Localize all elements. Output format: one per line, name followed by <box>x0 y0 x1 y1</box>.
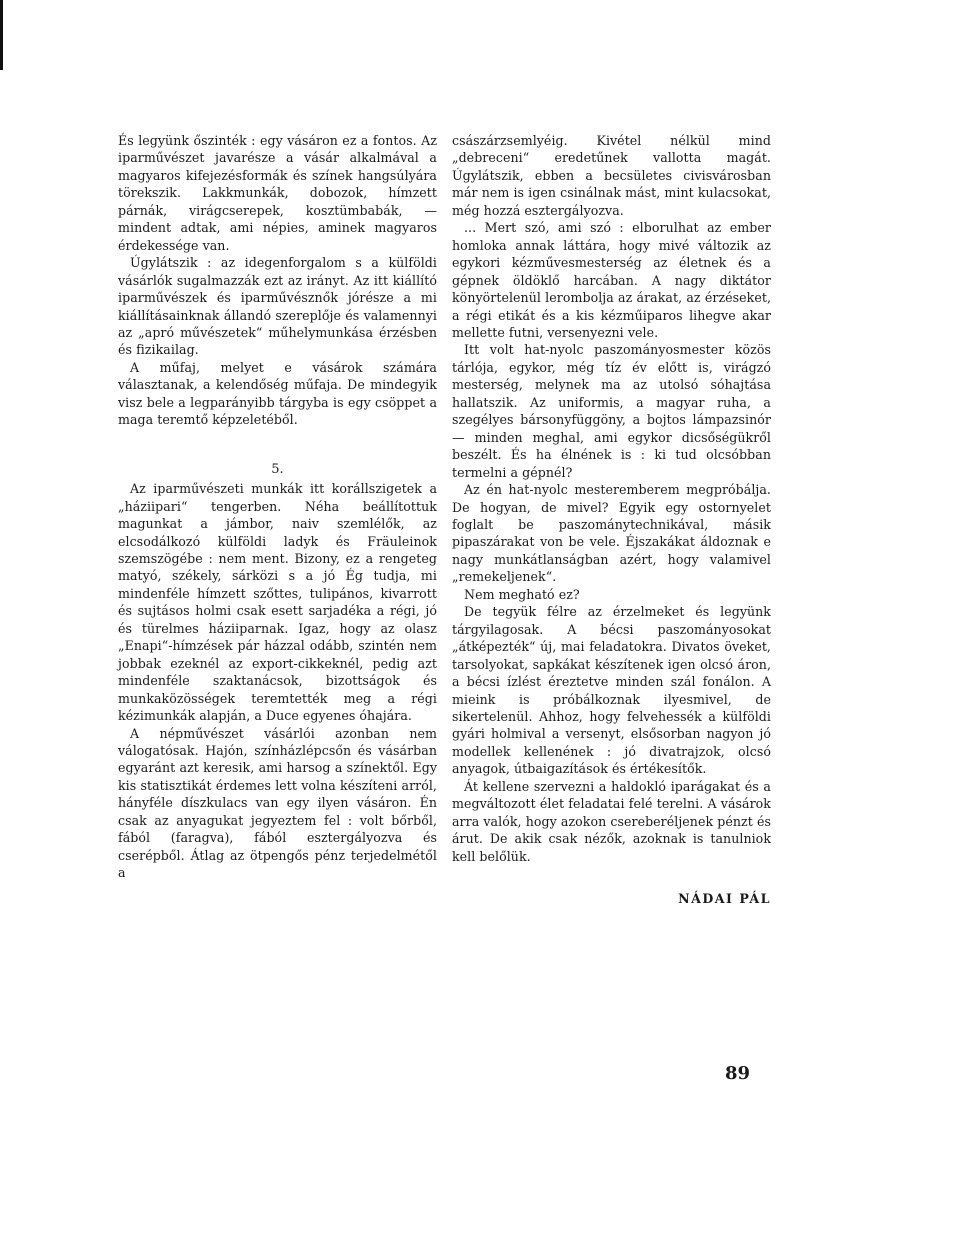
paragraph: ... Mert szó, ami szó : elborulhat az ember homloka annak láttára, hogy mivé változik az egykori kézművesmesterség az életnek és a gépnek öldöklő harcában. A nagy diktátor könyörtelenül lerombolja az árakat, az érzéseket, a régi etikát és a kis kézműiparos lihegve akar mellette futni, versenyezni vele. <box>452 220 771 340</box>
section-number: 5. <box>271 461 284 477</box>
author-signature: NÁDAI PÁL <box>678 891 771 907</box>
paragraph: Itt volt hat-nyolc paszományosmester közös tárlója, egykor, még tíz év előtt is, virágzó mesterség, melynek ma az utolsó sóhajtása hallatszik. Az uniformis, a magyar ruha, a szegélyes bársonyfüggöny, a bojtos lámpazsinór — minden meghal, ami egykor dicsőségükről beszélt. És ha élnének is : ki tud olcsóbban termelni a gépnél? <box>452 342 771 480</box>
page-number: 89 <box>725 1063 751 1084</box>
paragraph: A népművészet vásárlói azonban nem válogatósak. Hajón, színházlépcsőn és vásárban egyaránt azt keresik, ami harsog a színektől. Egy kis statisztikát érdemes lett volna készíteni arról, hányféle díszkulacs van egy ilyen vásáron. Én csak az anyagukat jegyeztem fel : volt bőrből, fából (faragva), fából esztergályozva és cserépből. Átlag az ötpengős pénz terjedelmétől a <box>118 725 437 881</box>
paragraph: De tegyük félre az érzelmeket és legyünk tárgyilagosak. A bécsi paszományosokat „átképezték“ új, mai feladatokra. Divatos öveket, tarsolyokat, sapkákat készítenek igen olcsó áron, a bécsi ízlést éreztetve minden szál fonálon. A mieink is próbálkoznak ilyesmivel, de sikertelenül. Ahhoz, hogy felvehessék a külföldi gyári holmival a versenyt, elsősorban nagyon jó modellek kellenének : jó divatrajzok, olcsó anyagok, útbaigazítások és értékesítők. <box>452 604 771 777</box>
paragraph: császárzsemlyéig. Kivétel nélkül mind „debreceni“ eredetűnek vallotta magát. Úgylátszik, ebben a becsületes civisvárosban már nem is igen csinálnak mást, mint kulacsokat, még hozzá esztergályozva. <box>452 133 771 218</box>
paragraph: Nem megható ez? <box>464 586 580 602</box>
paragraph: Át kellene szervezni a haldokló iparágakat és a megváltozott élet feladatai felé terelni. A vásárok arra valók, hogy azokon csereberéljenek pénzt és árut. De akik csak nézők, azoknak is tanulniok kell belőlük. <box>452 778 771 864</box>
paragraph: És legyünk őszinték : egy vásáron ez a fontos. Az iparművészet javarésze a vásár alkalmával a magyaros kifejezésformák és színek hangsúlyára törekszik. Lakkmunkák, dobozok, hímzett párnák, virágcserepek, kosztümbabák, — mindent adtak, ami népies, aminek magyaros érdekessége van. <box>118 133 437 253</box>
paragraph: A műfaj, melyet e vásárok számára választanak, a kelendőség műfaja. De mindegyik visz bele a legparányibb tárgyba is egy csöppet a maga teremtő képzeletéből. <box>118 359 437 428</box>
paragraph: Az iparművészeti munkák itt korállszigetek a „háziipari“ tengerben. Néha beállítottuk magunkat a jámbor, naiv szemlélők, az elcsodálkozó külföldi ladyk és Fräuleinok szemszögébe : nem ment. Bizony, ez a rengeteg matyó, székely, sárközi s a jó Ég tudja, mi mindenféle hímzett szőttes, tulipános, kivarrott és sujtásos holmi csak esett sarjadéka a régi, jó és türelmes háziiparnak. Igaz, hogy az olasz „Enapi“-hímzések pár házzal odább, szintén nem jobbak ezeknél az export-cikkeknél, pedig azt mindenféle szaktanácsok, bizottságok és munkaközösségek teremtették meg a régi kézimunkák alapján, a Duce egyenes óhajára. <box>118 481 437 724</box>
left-column <box>118 132 437 882</box>
paragraph: Úgylátszik : az idegenforgalom s a külföldi vásárlók sugalmazzák ezt az irányt. Az itt kiállító iparművészek és iparművésznők jórésze a mi kiállításainknak állandó szereplője és valamennyi az „apró művészetek“ műhelymunkása érzésben és fizikailag. <box>118 255 437 358</box>
page-edge-mark <box>0 0 3 70</box>
right-column <box>452 132 771 907</box>
paragraph: Az én hat-nyolc mesteremberem megpróbálja. De hogyan, de mivel? Egyik egy ostornyelet foglalt be paszománytechnikával, másik pipaszárakat von be vele. Éjszakákat áldoznak e nagy munkátlanságban azért, hogy valamivel „remekeljenek“. <box>452 482 771 585</box>
